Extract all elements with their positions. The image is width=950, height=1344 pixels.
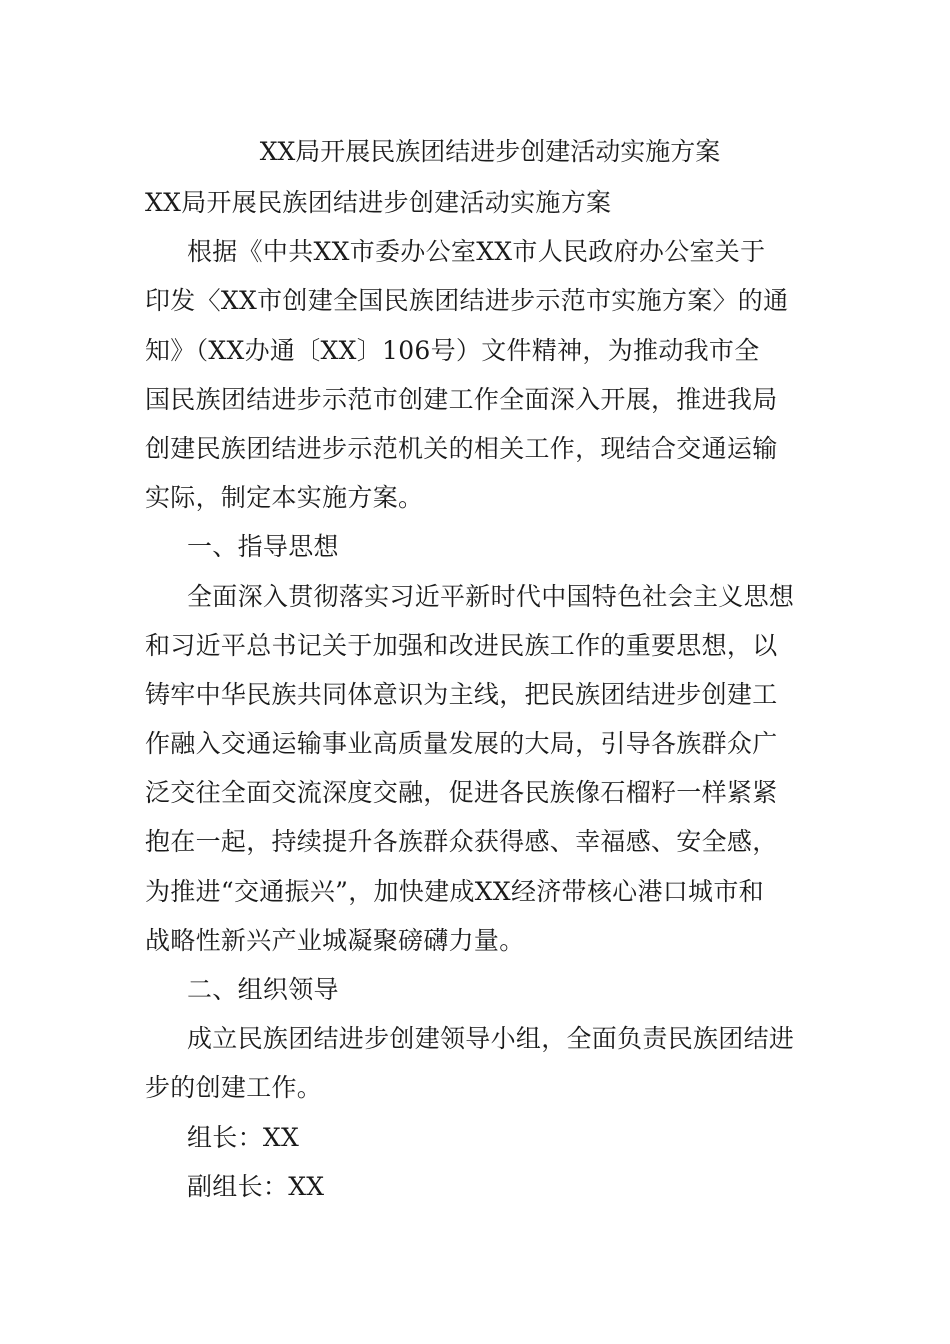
paragraph-line: 为推进“交通振兴”，加快建成XX经济带核心港口城市和	[145, 876, 764, 906]
paragraph-line: 根据《中共XX市委办公室XX市人民政府办公室关于	[187, 237, 766, 267]
leader-line: 组长：XX	[187, 1122, 300, 1152]
document-title: XX局开展民族团结进步创建活动实施方案	[259, 137, 721, 166]
paragraph-line: 铸牢中华民族共同体意识为主线，把民族团结进步创建工	[145, 679, 778, 709]
section-heading: 二、组织领导	[187, 975, 339, 1004]
section-heading: 一、指导思想	[187, 532, 339, 562]
paragraph-line: 步的创建工作。	[145, 1073, 323, 1103]
paragraph-line: 作融入交通运输事业高质量发展的大局，引导各族群众广	[145, 729, 778, 759]
paragraph-line: 知》（XX办通〔XX〕106号）文件精神，为推动我市全	[145, 335, 760, 365]
paragraph-line: 战略性新兴产业城凝聚磅礴力量。	[145, 925, 525, 955]
paragraph-line: 创建民族团结进步示范机关的相关工作，现结合交通运输	[145, 433, 778, 463]
document-body	[145, 178, 809, 1211]
paragraph-line: 实际，制定本实施方案。	[145, 483, 424, 513]
paragraph-line: 泛交往全面交流深度交融，促进各民族像石榴籽一样紧紧	[145, 778, 778, 808]
paragraph-line: 成立民族团结进步创建领导小组，全面负责民族团结进	[187, 1024, 795, 1054]
paragraph-line: 全面深入贯彻落实习近平新时代中国特色社会主义思想	[187, 581, 795, 611]
subtitle-line: XX局开展民族团结进步创建活动实施方案	[145, 188, 612, 217]
paragraph-line: 印发〈XX市创建全国民族团结进步示范市实施方案〉的通	[145, 286, 789, 316]
deputy-leader-line: 副组长：XX	[187, 1171, 325, 1201]
paragraph-line: 抱在一起，持续提升各族群众获得感、幸福感、安全感，	[145, 827, 778, 857]
paragraph-line: 国民族团结进步示范市创建工作全面深入开展，推进我局	[145, 384, 778, 414]
paragraph-line: 和习近平总书记关于加强和改进民族工作的重要思想，以	[145, 630, 778, 660]
